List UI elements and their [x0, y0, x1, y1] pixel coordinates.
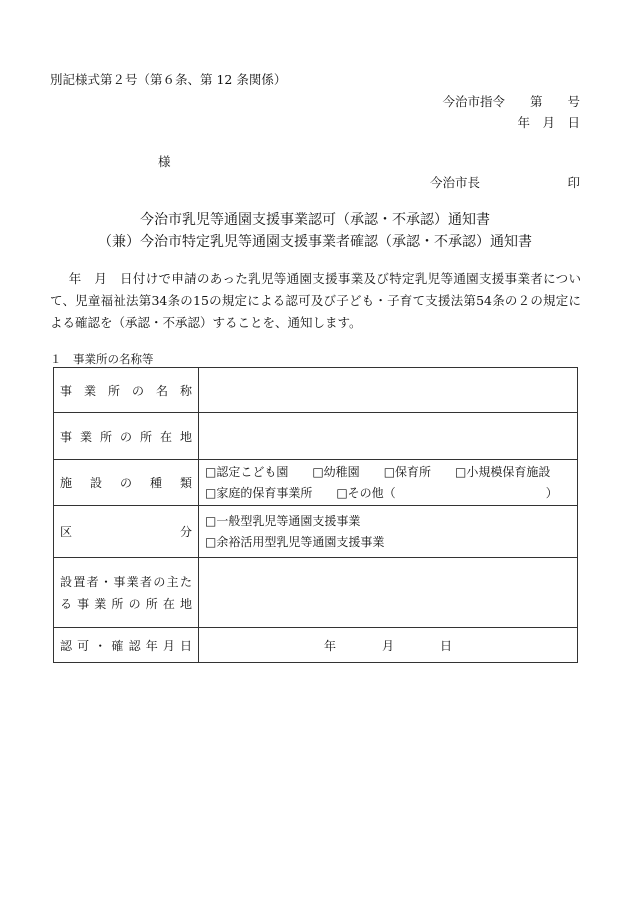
date-day: 日 — [440, 638, 453, 653]
value-facility-address — [199, 413, 578, 460]
sender: 今治市長 印 — [429, 175, 580, 190]
option-hoikusho: □保育所 — [383, 464, 432, 479]
date-month: 月 — [381, 638, 394, 653]
facility-type-options — [199, 460, 578, 506]
label-facility-address: 事業所の所在地 — [54, 413, 199, 460]
option-general-type: □一般型乳児等通園支援事業 — [205, 513, 361, 528]
body-paragraph: 年 月 日付けで申請のあった乳児等通園支援事業及び特定乳児等通園支援事業者について、児童福祉法第34条の15の規定による認可及び子ども・子育て支援法第54条の２の規定による確認を（承認・不承認）することを、通知します。 — [50, 271, 581, 330]
value-owner-address — [199, 558, 578, 628]
document-number: 今治市指令 第 号 — [442, 94, 580, 109]
table-row-facility-type — [54, 460, 578, 506]
label-category — [54, 506, 199, 558]
addressee: 様 — [158, 154, 171, 169]
label-facility-type: 施設の種類 — [54, 460, 199, 506]
section-heading: １ 事業所の名称等 — [50, 352, 154, 366]
table-row-category — [54, 506, 578, 558]
option-other: □その他（ — [336, 485, 396, 500]
value-approval-date — [199, 628, 578, 663]
option-other-close: ） — [545, 485, 558, 500]
label-facility-name: 事業所の名称 — [54, 368, 199, 413]
option-nintei-kodomoen: □認定こども園 — [205, 464, 289, 479]
date-year: 年 — [323, 638, 336, 653]
table-row-name — [54, 368, 578, 413]
label-owner-address-line2: る事業所の所在地 — [60, 596, 192, 611]
label-owner-address — [54, 558, 199, 628]
label-owner-address-line1: 設置者・事業者の主た — [60, 574, 192, 589]
label-category-a: 区 — [60, 525, 73, 539]
document-date: 年 月 日 — [517, 115, 580, 130]
label-category-b: 分 — [179, 525, 192, 539]
title-line-2: （兼）今治市特定乳児等通園支援事業者確認（承認・不承認）通知書 — [98, 234, 532, 250]
value-facility-name — [199, 368, 578, 413]
option-home-nursery: □家庭的保育事業所 — [205, 485, 313, 500]
option-surplus-type: □余裕活用型乳児等通園支援事業 — [205, 534, 385, 549]
option-small-nursery: □小規模保育施設 — [455, 464, 551, 479]
category-options — [199, 506, 578, 558]
table-row-approval-date — [54, 628, 578, 663]
label-approval-date: 認可・確認年月日 — [54, 628, 199, 663]
form-reference: 別記様式第２号（第６条、第 12 条関係） — [50, 72, 287, 87]
option-youchien: □幼稚園 — [312, 464, 360, 479]
table-row-address — [54, 413, 578, 460]
table-row-owner-address — [54, 558, 578, 628]
facility-info-table — [53, 367, 578, 663]
title-line-1: 今治市乳児等通園支援事業認可（承認・不承認）通知書 — [140, 212, 490, 228]
